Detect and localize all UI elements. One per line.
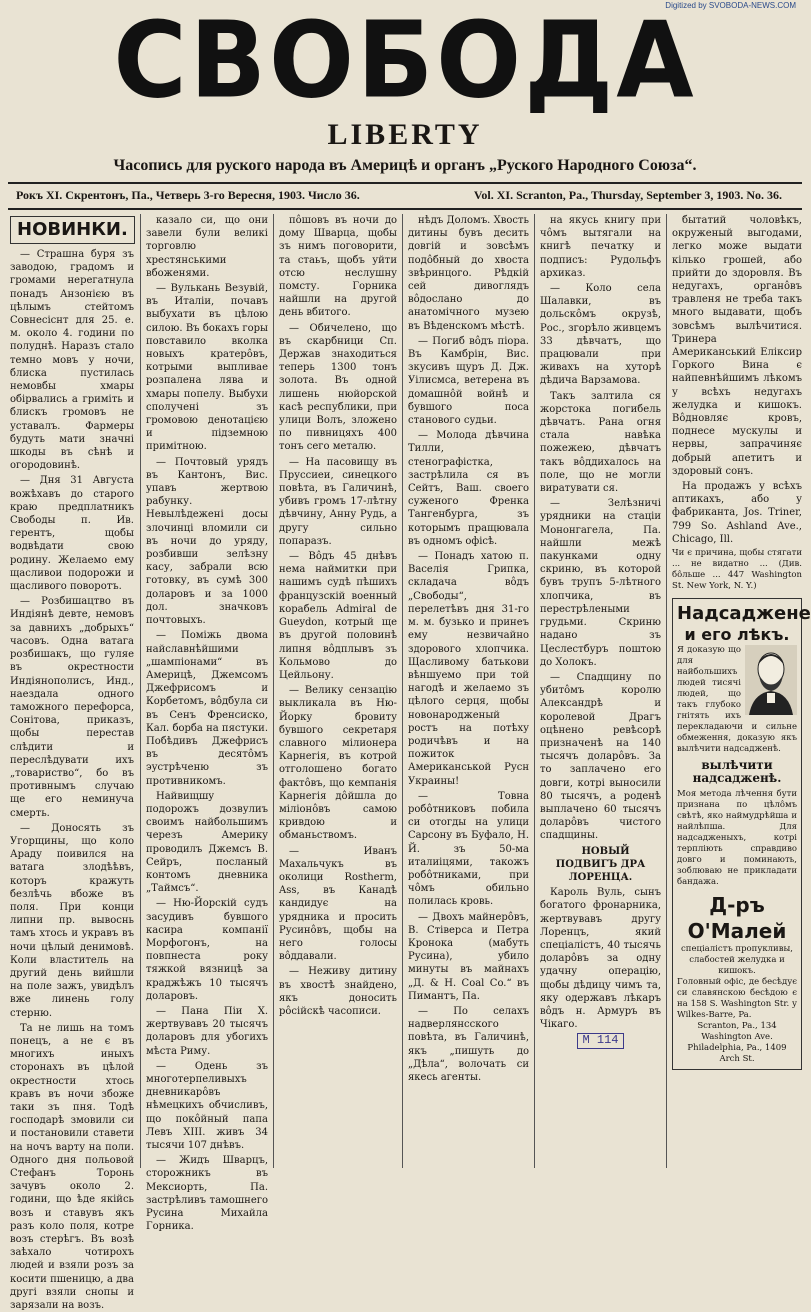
article: — Поміжь двома найславнѣйшими „шампіонами“ въ Америцѣ, Джемсомъ Джефрисомъ и Корбетомъ, вôдбула си въ Сенъ Френсиско, Кал. борба на пястуки. Побѣдивъ Джефрисъ въ десятôмъ эустрѣченю зъ противникомъ.: [146, 630, 268, 787]
article: пôшовъ въ ночи до дому Шварца, щобы зъ нимъ поговорити, та стаьъ, щобъ уйти отсю неслушну помсту. Горника найшли на другой день вбитого.: [279, 215, 397, 319]
article: — По селахъ надверлянсского повѣта, въ Галичинѣ, якъ „пишуть до „Дѣла“, волочать си якесь агенты.: [408, 1005, 529, 1083]
column-1: [10, 214, 134, 1312]
column-3: [279, 214, 397, 1168]
column-6: [672, 214, 811, 1168]
column-2: [146, 214, 268, 1233]
article: — Иванъ Махальчукъ въ околици Rostherm, Ass, въ Канадѣ кандидує на урядника и просить Русинôвъ, щобы на него голосы вôддавали.: [279, 845, 397, 963]
article: — Двохъ майнерôвъ, В. Стіверса и Петра Кронока (мабуть Русина), убило минуты въ майнахъ „Д. & Н. Coal Co.“ въ Пимантъ, Па.: [408, 911, 529, 1002]
article: — Молода дѣвчина Тилли, стенографістка, застрѣлила ся въ Сейтъ, Ваш. своего суженого Френка Тангенбурга, зъ которымъ пращювала въ одномъ офісѣ.: [408, 430, 529, 547]
article: Кароль Вуль, сынъ богатого фронарника, жертвувавъ другу Лоренцъ, який спеціалістъ, 40 тысячь доларôвъ за одну удачну операцію, щобы дѣдицу чимъ та, яку одержавъ лѣкаръ вôдъ н. Армуръ въ Чікаго.: [540, 887, 661, 1031]
library-stamp: M 114: [577, 1033, 623, 1048]
dateline: [8, 186, 802, 206]
article: казало си, що они завели були великі торговлю хрестянськими вбоженями.: [146, 215, 268, 279]
branch-address: Scranton, Pa., 134 Washington Ave. Philadelphia, Pa., 1409 Arch St.: [687, 1021, 787, 1065]
doctor-name: Д-ръ О'Малей: [687, 893, 787, 944]
article: — Неживу дитину въ хвостѣ знайдено, якъ доносить рôсійскѣ часописи.: [279, 966, 397, 1017]
advertisement-address: На продажъ у всѣхъ аптикахъ, або у фабриканта, Jos. Triner, 799 So. Ashland Ave., Chicago, Ill.: [672, 481, 802, 545]
divider: [8, 182, 802, 184]
masthead: [0, 0, 810, 195]
column-separator: [534, 214, 535, 1168]
column-separator: [402, 214, 403, 1168]
article: — Зелѣзничі урядники на стаціи Мононгагела, Па. найшли межѣ пакунками одну скриню, въ которой бувъ трупъ 5-лѣтного хлопчика, въ перестрѣлеными грудьми. Скриню надано зъ Цеслестбуръ поштою до Холокъ.: [540, 498, 661, 668]
ad-body: Моя метода лѣчення бути признана по цѣлôмъ свѣтѣ, яко наймудрѣйша и найлѣпша. Для надсадженыхъ, котрі терпліють справдиво довго и поминають, зоблюваю не прикладати бандажа.: [677, 789, 797, 888]
portrait-image: [745, 645, 797, 715]
article: — Ню-Йорскій судъ засудивъ бувшого касира компанії Морфогонъ, на повпнеста року тяжкой вязницѣ за краджѣжъ 10 тысячъ доларовъ.: [146, 898, 268, 1002]
advertisement-box: [672, 598, 811, 1070]
article: — Погиб вôдъ піора. Въ Камбрін, Вис. зкусивъ щуръ Д. Дж. Уілисмса, ветерена въ домашнôй войнѣ и бувшого поса станового судьи.: [408, 335, 529, 427]
column-separator: [140, 214, 141, 1168]
office-address: Головный офіс, де бесѣдує си славянскою бесѣдою є на 158 S. Washington Str. у Wilkes-Barre, Pa.: [677, 977, 797, 1021]
article: — На пасовищу въ Пруссиеи, синецкого повѣта, въ Галичинѣ, убивъ громъ 17-лѣтну дѣвчину, Анну Рудь, а другу сильно попаразъ.: [279, 456, 397, 547]
doctor-specialty: спеціалістъ пропукливы, слабостей желудка и кишокъ.: [681, 944, 793, 977]
article: — Жидъ Шварцъ, сторожникъ въ Мексиорть, Па. застрѣливъ тамошнего Русина Михайла Горника.: [146, 1155, 268, 1233]
newspaper-tagline: Часопись для руского народа въ Америцѣ и органъ „Руского Народного Союза“.: [113, 157, 697, 174]
column-4: [408, 214, 529, 1168]
article: — Дня 31 Августа вожѣхавъ до старого краю предплатникъ Свободы п. Ив. герентъ, щобы водвѣдати свою родину. Желаемо ему щасливои подорожи и щасливого поворотъ.: [10, 475, 134, 593]
ad-subtitle: и его лѣкъ.: [684, 625, 790, 645]
newspaper-title: СВОБОДА: [113, 0, 697, 122]
article-headline: НОВЫЙ ПОДВИГЪ ДРА ЛОРЕНЦА.: [555, 845, 646, 883]
article: — Товна робôтниковъ побила си отогды на улици Сарсону въ Буфало, Н. Й. зъ 50-ма италиіцями, такожъ робôтниками, при чôмъ обильно полилась кровь.: [408, 790, 529, 908]
column-5: [540, 214, 661, 1168]
notice: Чи є причина, щобы стягати ... не видатно ... (Див. бôльше ... 447 Washington St. New York, N. Y.): [672, 548, 802, 592]
article: Найвищшу подорожъ дозвулиъ своимъ найбольшимъ черезъ Америку проводилъ Джемсъ В. Сейръ, посланый контомъ дневника „Таймсъ“.: [146, 790, 268, 895]
ad-title: Надсаджене: [677, 603, 811, 625]
column-separator: [666, 214, 667, 1168]
article: на якусь книгу при чôмъ вытягали на книгѣ печатку и подписъ: Рудольфъ архиказ.: [540, 215, 661, 279]
article: — Одень зъ многотерпеливыхъ дневникарôвъ нѣмецкихъ обчисливъ, що покôйный папа Левъ XIII. живъ 34 тысячи 107 днѣвъ.: [146, 1060, 268, 1152]
newspaper-subtitle: LIBERTY: [327, 118, 483, 151]
article: — Спадщину по убитôмъ королю Александрѣ и королевой Драгъ оцѣнено ревѣсорѣ призначенѣ на 140 тысячъ доларôвъ. За то заплачено его довги, котрі выносили 80 тысячъ, а роденѣ выплачено 60 тысячъ доларôвъ чистого спадщины.: [540, 671, 661, 842]
ad-intro: Я доказую що для найбольшихъ людей тисячі людей, що такъ глубоко гнітять ихъ перекладаючи и сильне обмеження, доказую якъ вылѣчити надсадженѣ.: [677, 645, 797, 755]
article: Такъ залтила ся жорстока погибель дѣвчатъ. Рана огня стала навѣка пожежею, дѣвчатъ такъ вôддихалось на поле, що не могли виратувати ся.: [540, 390, 661, 495]
section-heading-news: НОВИНКИ.: [10, 216, 135, 244]
article: — Коло села Шалавки, въ дольскôмъ окрузѣ, Рос., згорѣло живцемъ 33 дѣвчатъ, що працювали при живахъ на хуторѣ дѣдича Варзамова.: [540, 283, 661, 387]
article: — Страшна буря зъ заводою, градомъ и громами нерегатнула понадъ Анзонією въ цѣлымъ стейтомъ Совнесіснт для 25. е. м. около 4. години по полуднѣ. Наразъ стало темно мовъ у ночи, блиска пустилась немовбы хмары обірвались а гриміть и блискъ громовъ не уставалъ. Фармеры будуть мати значні шкоды въ сѣнѣ и огородовинѣ.: [10, 249, 134, 472]
article: — Вулькань Везувій, въ Италіи, почавъ выбухати въ цѣлою силою. Въ бокахъ горы повставило вколка новыхъ кратерôвъ, котрыми выпливае розпалена лява и хмары попелу. Выбухи сполучені зъ громовою денотацією и підземною примітною.: [146, 283, 268, 453]
divider: [8, 208, 802, 210]
article: — Понадъ хатою п. Васелія Грипка, складача вôдъ „Свободы“, перелетѣвъ дня 31-го м. м. бузько и принеъ ему незвичайно здорового хлопчика. Щасливому батькови вѣншуемо при той нагодѣ и желаемо зъ цѣлого серця, щобы новонародженый ростъ на потѣху родичѣвъ и на пожиток Американськой Русн Украины!: [408, 551, 529, 787]
article: Та не лишь на томъ понецъ, а не є въ многихъ иныхъ сторонахъ въ цѣлой окрестности хтось кравъ въ ночи збоже таки зъ пня. Тодѣ господарѣ змовили си и постановили ставети на ночъ варту на поли. Одного дня польовой Стефанъ Торонь зачувъ около 2. години, що ѣде якійсь возъ и ставувъ якъ разъ коло поля, котре возъ стерѣгъ. Въ возѣ заѣхало чотирохъ людей и взяли розъ за косити пшеницю, а два другі взяли снопы и зарязали на возъ.: [10, 1022, 134, 1312]
ad-heading: вылѣчити надсадженѣ.: [692, 758, 782, 786]
article: — Обичелено, що въ скарбници Сп. Держав знаходиться теперь 1300 тонъ золота. Въ одной лишень нюйорской касѣ республики, при улици Волъ, зложено по пивницяхъ 400 тонъ сего металю.: [279, 322, 397, 453]
article: — Розбишацтво въ Индіянѣ девте, немовъ за давнихъ „добрыхъ“ часовъ. Одна ватага розбишакъ, що гуляе въ окрестности Индіянополисъ, Инд., наездала одного таможного перефорса, Сонітова, приказъ, щобы перестав слѣдити и переслѣдувати ихъ „товариство“, бо въ противнымъ случаю ще его неминуча смерть.: [10, 596, 134, 819]
article: нѣдъ Доломъ. Хвость дитины бувъ десить довгій и зовсѣмъ подôбный до хвоста звѣринцого. Рѣдкій сей дивоглядъ вôдослано до анатомічного музею въ Вѣденскомъ мѣстѣ.: [408, 215, 529, 332]
date-ukrainian: Рокъ XI. Скрентонъ, Па., Четверь 3-го Вересня, 1903. Число 36.: [16, 188, 360, 202]
column-separator: [273, 214, 274, 1168]
article: — Велику сензацію выкликала въ Ню-Йорку бровиту бувшого секретаря славного мілионера Карнегія, въ котрой отголошено богато фактôвъ, що кемпанія Карнегія дôйшла до міліонôвъ самою кривдою и обманьствомъ.: [279, 685, 397, 842]
article: — Доносять зъ Угорщины, що коло Араду поивился на ватага злодѣѣвъ, которъ кражуть безлѣчь вбоже въ поля. При конци липни пр. вывоснь тамъ хтось и укравъ въ ночи цѣлый денимовѣ. Коли властитель на другий день вийшли на поле зажъ, увидѣлъ вже линень голу стерню.: [10, 822, 134, 1019]
article: — Почтовый урядъ въ Кантонъ, Вис. упавъ жертвою рабунку. Невылѣдежені досы злочинці вломили си въ ночи до уряду, розбивши зелѣзну касу, забрали всю готовку, въ сумѣ 300 доларовъ и за 1000 дол. значковъ почтовыхъ.: [146, 456, 268, 627]
digitized-note: Digitized by SVOBODA-NEWS.COM: [665, 1, 796, 10]
date-english: Vol. XI. Scranton, Pa., Thursday, September 3, 1903. No. 36.: [473, 188, 782, 202]
article: — Вôдъ 45 днѣвъ нема наймитки при нашимъ судѣ пѣшихъ французскій военный корабель Admiral de Gueydon, котрый ще въ другой половинѣ липня вôдплывъ зъ Кольмово до Цейльону.: [279, 551, 397, 681]
advertisement-text: бытатий чоловѣкъ, окруженый выгодами, легко може выдати кілько грошей, або прийти до здоровля. Въ недугахъ, органôвъ травленя не треба такъ много выдавати, щобъ зовсѣмъ вылѣчитися. Тринера Американський Еліксир Горкого Вина є найпевнѣйшимъ лѣкомъ у всѣхъ недугахъ желудка и кишокъ. Вôдновляє кровъ, поднесе мускулы и нервы, запрачиняє добрый апетитъ и здоровый сонъ.: [672, 215, 802, 477]
article: — Пана Піи X. жертвувавъ 20 тысячъ доларовъ для убогихъ мѣста Риму.: [146, 1005, 268, 1057]
